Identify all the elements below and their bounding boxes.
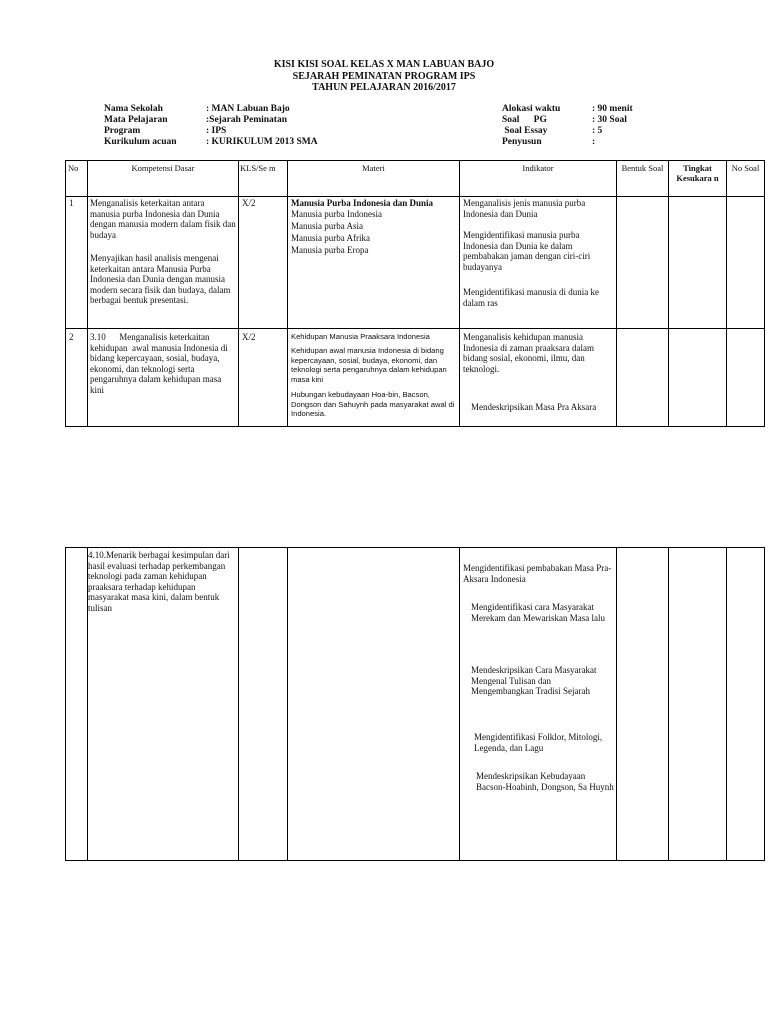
doc-title-line1: KISI KISI SOAL KELAS X MAN LABUAN BAJO xyxy=(273,59,495,70)
header-no: No xyxy=(68,163,79,173)
doc-title-line2: SEJARAH PEMINATAN PROGRAM IPS xyxy=(292,71,476,82)
row3-indikator-3: Mendeskripsikan Cara Masyarakat Mengenal Tulisan dan Mengembangkan Tradisi Sejarah xyxy=(471,665,597,697)
meta-label: Program xyxy=(104,126,141,136)
meta-label: Soal PG xyxy=(502,115,547,125)
meta-value: : MAN Labuan Bajo xyxy=(206,104,290,114)
row1-indikator-2: Mengidentifikasi manusia purba Indonesia dan Dunia ke dalam pembabakan jaman dengan ciri-ciri budayanya xyxy=(463,230,591,272)
meta-label: Soal Essay xyxy=(502,126,548,136)
row2-materi-2: Kehidupan awal manusia Indonesia di bidang kepercayaan, sosial, budaya, ekonomi, dan teknologi serta pengaruhnya dalam kehidupan masa kini xyxy=(291,346,447,384)
meta-value: :Sejarah Peminatan xyxy=(206,115,288,125)
meta-label: Kurikulum acuan xyxy=(104,137,177,147)
row2-kompetensi: 3.10 Menganalisis keterkaitan kehidupan awal manusia Indonesia di bidang kepercayaan, sosial, budaya, ekonomi, dan teknologi serta pengaruhnya dalam kehidupan masa kini xyxy=(90,332,230,395)
meta-value: : KURIKULUM 2013 SMA xyxy=(206,137,318,147)
row1-indikator-1: Menganalisis jenis manusia purba Indonesia dan Dunia xyxy=(463,198,586,219)
row2-materi-1: Kehidupan Manusia Praaksara Indonesia xyxy=(291,332,430,341)
meta-value: : 5 xyxy=(592,126,603,136)
row1-kompetensi-2: Menyajikan hasil analisis mengenai keterkaitan antara Manusia Purba Indonesia dan Dunia dengan manusia modern secara fisik dan budaya, dalam berbagai bentuk presentasi. xyxy=(90,253,231,306)
meta-value: : IPS xyxy=(206,126,227,136)
header-kompetensi-dasar: Kompetensi Dasar xyxy=(131,163,195,173)
row2-indikator-2: Mendeskripsikan Masa Pra Aksara xyxy=(471,402,597,412)
header-materi: Materi xyxy=(362,163,385,173)
row1-materi-item: Manusia purba Afrika xyxy=(291,233,370,243)
header-no-soal: No Soal xyxy=(731,163,760,173)
row3-indikator-2: Mengidentifikasi cara Masyarakat Merekam dan Mewariskan Masa lalu xyxy=(471,602,605,623)
row3-indikator-4: Mengidentifikasi Folklor, Mitologi, Legenda, dan Lagu xyxy=(474,732,603,753)
meta-label: Nama Sekolah xyxy=(104,104,163,114)
row3-kompetensi: 4.10.Menarik berbagai kesimpulan dari hasil evaluasi terhadap perkembangan teknologi pada zaman kehidupan praaksara terhadap kehidupan masyarakat masa kini, dalam bentuk tulisan xyxy=(88,550,230,613)
row1-materi-item: Manusia purba Eropa xyxy=(291,245,369,255)
meta-label: Alokasi waktu xyxy=(502,104,561,114)
row1-kls: X/2 xyxy=(242,198,256,208)
row1-materi-title: Manusia Purba Indonesia dan Dunia xyxy=(291,198,434,208)
row1-materi-item: Manusia purba Asia xyxy=(291,221,363,231)
meta-value: : 90 menit xyxy=(592,104,633,114)
header-tingkat-kesukaran: Tingkat Kesukara n xyxy=(676,163,719,184)
row2-no: 2 xyxy=(69,332,74,342)
row2-materi-3: Hubungan kebudayaan Hoa-bin, Bacson, Dongson dan Sahuynh pada masyarakat awal di Indonesia. xyxy=(291,390,455,419)
row1-indikator-3: Mengidentifikasi manusia di dunia ke dalam ras xyxy=(463,287,599,308)
meta-label: Penyusun xyxy=(502,137,542,147)
row1-kompetensi-1: Menganalisis keterkaitan antara manusia purba Indonesia dan Dunia dengan manusia modern dalam fisik dan budaya xyxy=(90,198,236,240)
header-bentuk-soal: Bentuk Soal xyxy=(621,163,664,173)
meta-value: : xyxy=(592,137,596,147)
meta-value: : 30 Soal xyxy=(592,115,627,125)
row3-indikator-5: Mendeskripsikan Kebudayaan Bacson-Hoabinh, Dongson, Sa Huynh xyxy=(476,771,614,792)
row2-kls: X/2 xyxy=(242,332,256,342)
header-indikator: Indikator xyxy=(522,163,554,173)
row2-indikator-1: Menganalisis kehidupan manusia Indonesia di zaman praaksara dalam bidang sosial, ekonomi, ilmu, dan teknologi. xyxy=(463,332,594,374)
row3-indikator-1: Mengidentifikasi pembabakan Masa Pra-Aksara Indonesia xyxy=(463,563,612,584)
header-kls-sem: KLS/Se m xyxy=(240,163,276,173)
row1-no: 1 xyxy=(69,198,74,208)
meta-label: Mata Pelajaran xyxy=(104,115,168,125)
doc-title-line3: TAHUN PELAJARAN 2016/2017 xyxy=(312,82,456,93)
row1-materi-item: Manusia purba Indonesia xyxy=(291,209,382,219)
